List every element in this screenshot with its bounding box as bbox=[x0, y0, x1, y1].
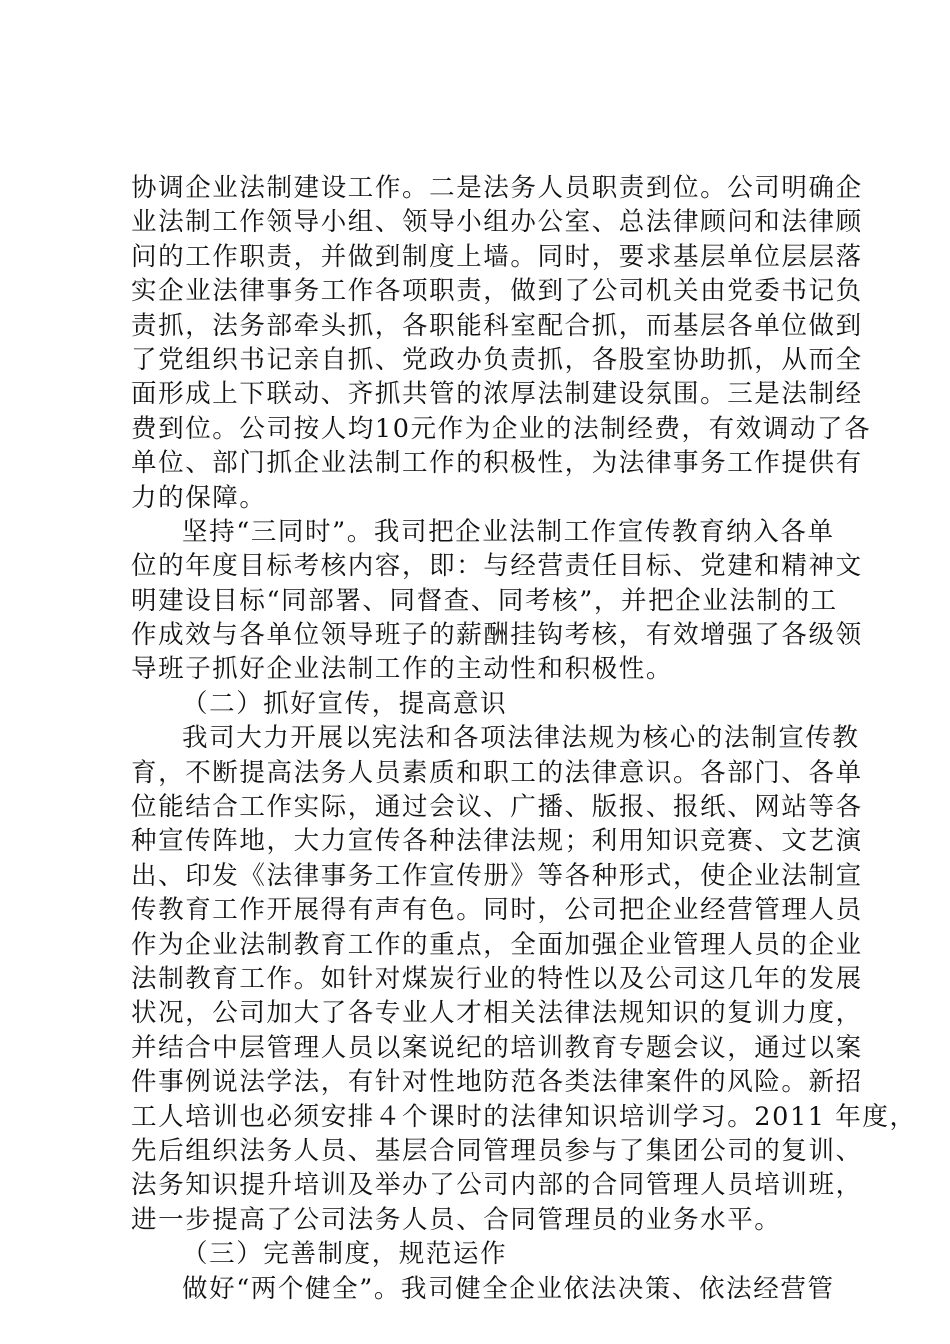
text-line: 实企业法律事务工作各项职责，做到了公司机关由党委书记负 bbox=[131, 276, 863, 307]
section-heading-publicity: （二）抓好宣传，提高意识 bbox=[182, 688, 508, 719]
document-body bbox=[131, 171, 917, 1306]
text-line: 协调企业法制建设工作。二是法务人员职责到位。公司明确企 bbox=[131, 173, 863, 203]
text-line: 问的工作职责，并做到制度上墙。同时，要求基层单位层层落 bbox=[131, 241, 863, 272]
text-line: 费到位。公司按人均10元作为企业的法制经费，有效调动了各 bbox=[131, 413, 872, 444]
text-line: 法制教育工作。如针对煤炭行业的特性以及公司这几年的发展 bbox=[131, 963, 863, 994]
text-line: 件事例说法学法，有针对性地防范各类法律案件的风险。新招 bbox=[131, 1067, 863, 1098]
text-line: 状况，公司加大了各专业人才相关法律法规知识的复训力度， bbox=[131, 998, 863, 1029]
text-line: 位能结合工作实际，通过会议、广播、版报、报纸、网站等各 bbox=[131, 792, 863, 823]
paragraph-legal-responsibilities bbox=[131, 171, 872, 515]
text-line: 先后组织法务人员、基层合同管理员参与了集团公司的复训、 bbox=[131, 1135, 863, 1166]
text-line: 我司大力开展以宪法和各项法律法规为核心的法制宣传教 bbox=[182, 723, 860, 754]
text-line: 了党组织书记亲自抓、党政办负责抓，各股室协助抓，从而全 bbox=[131, 344, 863, 375]
text-line: 责抓，法务部牵头抓，各职能科室配合抓，而基层各单位做到 bbox=[131, 310, 863, 341]
text-line: 作成效与各单位领导班子的薪酬挂钩考核，有效增强了各级领 bbox=[131, 620, 863, 651]
text-line: 坚持“三同时”。我司把企业法制工作宣传教育纳入各单 bbox=[182, 516, 835, 547]
text-line: 单位、部门抓企业法制工作的积极性，为法律事务工作提供有 bbox=[131, 448, 863, 479]
text-line: 明建设目标“同部署、同督查、同考核”，并把企业法制的工 bbox=[131, 585, 838, 616]
paragraph-three-simultaneous bbox=[131, 515, 863, 687]
text-line: 传教育工作开展得有声有色。同时，公司把企业经营管理人员 bbox=[131, 895, 863, 926]
text-line: 力的保障。 bbox=[131, 482, 267, 513]
text-line: 法务知识提升培训及举办了公司内部的合同管理人员培训班， bbox=[131, 1170, 863, 1201]
text-line: 业法制工作领导小组、领导小组办公室、总法律顾问和法律顾 bbox=[131, 207, 863, 238]
text-line: 面形成上下联动、齐抓共管的浓厚法制建设氛围。三是法制经 bbox=[131, 379, 863, 410]
text-line: 种宣传阵地，大力宣传各种法律法规；利用知识竞赛、文艺演 bbox=[131, 826, 863, 857]
text-line: 工人培训也必须安排４个课时的法律知识培训学习。2011 年度， bbox=[131, 1101, 917, 1132]
text-line: 并结合中层管理人员以案说纪的培训教育专题会议，通过以案 bbox=[131, 1032, 863, 1063]
text-line: 做好“两个健全”。我司健全企业依法决策、依法经营管 bbox=[182, 1273, 835, 1304]
text-line: 作为企业法制教育工作的重点，全面加强企业管理人员的企业 bbox=[131, 929, 863, 960]
section-heading-system: （三）完善制度，规范运作 bbox=[182, 1239, 508, 1270]
text-line: 导班子抓好企业法制工作的主动性和积极性。 bbox=[131, 654, 674, 685]
text-line: 育，不断提高法务人员素质和职工的法律意识。各部门、各单 bbox=[131, 757, 863, 788]
text-line: 进一步提高了公司法务人员、合同管理员的业务水平。 bbox=[131, 1204, 782, 1235]
text-line: 位的年度目标考核内容，即：与经营责任目标、党建和精神文 bbox=[131, 551, 863, 582]
paragraph-legal-education bbox=[131, 721, 917, 1237]
paragraph-two-sound bbox=[131, 1272, 851, 1306]
text-line: 出、印发《法律事务工作宣传册》等各种形式，使企业法制宣 bbox=[131, 860, 863, 891]
